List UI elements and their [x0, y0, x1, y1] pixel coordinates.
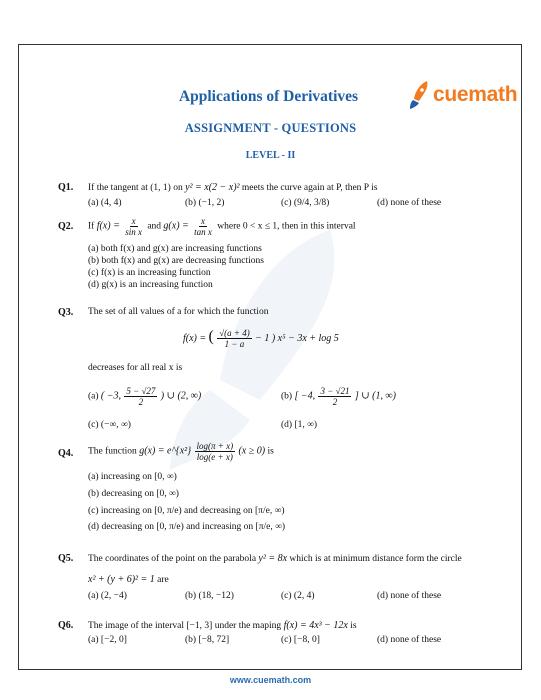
document-title: Applications of Derivatives	[178, 88, 359, 105]
option-c: (c) (2, 4)	[281, 591, 315, 601]
question-number: Q6.	[58, 620, 74, 631]
option-c: (c) f(x) is an increasing function	[88, 268, 211, 278]
question-number: Q3.	[58, 307, 74, 318]
option-a: (a) both f(x) and g(x) are increasing functions	[88, 244, 262, 254]
option-a: (a) increasing on [0, ∞)	[88, 472, 177, 482]
fraction: $\frac{3 - √21}{2}$	[320, 386, 350, 407]
fraction: $\frac{5 - √27}{2}$	[126, 386, 156, 407]
option-d: (d) none of these	[377, 591, 442, 601]
logo-text: cuemath	[433, 83, 518, 106]
question-number: Q2.	[58, 221, 74, 232]
fraction: $\frac{x}{\text{sin x}}$	[125, 216, 142, 237]
fraction: $\frac{√(a + 4)}{1 - a}$	[219, 328, 250, 350]
question-number: Q1.	[58, 182, 74, 193]
option-c: (c) (−∞, ∞)	[88, 420, 131, 430]
footer-url[interactable]: www.cuemath.com	[229, 675, 312, 685]
option-b: (b) [ −4, $\frac{3 - √21}{2}$ ] ∪ (1, ∞)	[281, 386, 396, 407]
fraction: $\frac{\log(\pi + x)}{\log(e + x)}$	[196, 441, 234, 462]
cuemath-logo	[409, 78, 517, 112]
option-d: (d) [1, ∞)	[281, 420, 318, 430]
question-text: If the tangent at (1, 1) on y² = x(2 − x)² meets the curve again at P, then P is	[88, 182, 378, 193]
rocket-icon	[409, 80, 431, 110]
option-c: (c) [−8, 0]	[281, 635, 320, 645]
option-b: (b) decreasing on [0, ∞)	[88, 489, 179, 499]
question-text: If f(x) = $\frac{x}{\text{sin x}}$ and g(x) = $\frac{x}{\text{tan x}}$ where 0 < x ≤ 1, then in this interval	[88, 216, 356, 237]
math-expression: y² = x(2 − x)²	[185, 182, 240, 193]
option-c: (c) (9/4, 3/8)	[281, 198, 330, 208]
question-text: The image of the interval [−1, 3] under the maping f(x) = 4x³ − 12x is	[88, 620, 357, 631]
fraction: $\frac{x}{\text{tan x}}$	[194, 216, 212, 237]
function-definition: f(x) = ( $\frac{√(a + 4)}{1 - a}$ − 1 ) x⁵ − 3x + log 5	[183, 328, 339, 350]
option-b: (b) (18, −12)	[185, 591, 234, 601]
question-text-continued: decreases for all real x is	[88, 363, 183, 373]
option-d: (d) decreasing on [0, π/e) and increasing on [π/e, ∞)	[88, 522, 286, 532]
option-a: (a) ( −3, $\frac{5 - √27}{2}$ ) ∪ (2, ∞)	[88, 386, 202, 407]
question-text: The set of all values of a for which the function	[88, 307, 269, 317]
question-number: Q4.	[58, 448, 74, 459]
question-text: The function g(x) = e^{x²} $\frac{\log(\pi + x)}{\log(e + x)}$ (x ≥ 0) is	[88, 441, 274, 462]
option-a: (a) [−2, 0]	[88, 635, 127, 645]
question-number: Q5.	[58, 553, 74, 564]
option-d: (d) g(x) is an increasing function	[88, 280, 213, 290]
option-a: (a) (4, 4)	[88, 198, 122, 208]
option-c: (c) increasing on [0, π/e) and decreasing on [π/e, ∞)	[88, 506, 285, 516]
level-heading: LEVEL - II	[245, 150, 296, 161]
option-d: (d) none of these	[377, 635, 442, 645]
option-a: (a) (2, −4)	[88, 591, 127, 601]
option-b: (b) [−8, 72]	[185, 635, 230, 645]
assignment-heading: ASSIGNMENT - QUESTIONS	[184, 121, 357, 135]
question-text-continued: x² + (y + 6)² = 1 are	[88, 574, 169, 585]
option-b: (b) both f(x) and g(x) are decreasing functions	[88, 256, 264, 266]
option-b: (b) (−1, 2)	[185, 198, 225, 208]
option-d: (d) none of these	[377, 198, 442, 208]
question-text: The coordinates of the point on the parabola y² = 8x which is at minimum distance form the circle	[88, 553, 462, 564]
